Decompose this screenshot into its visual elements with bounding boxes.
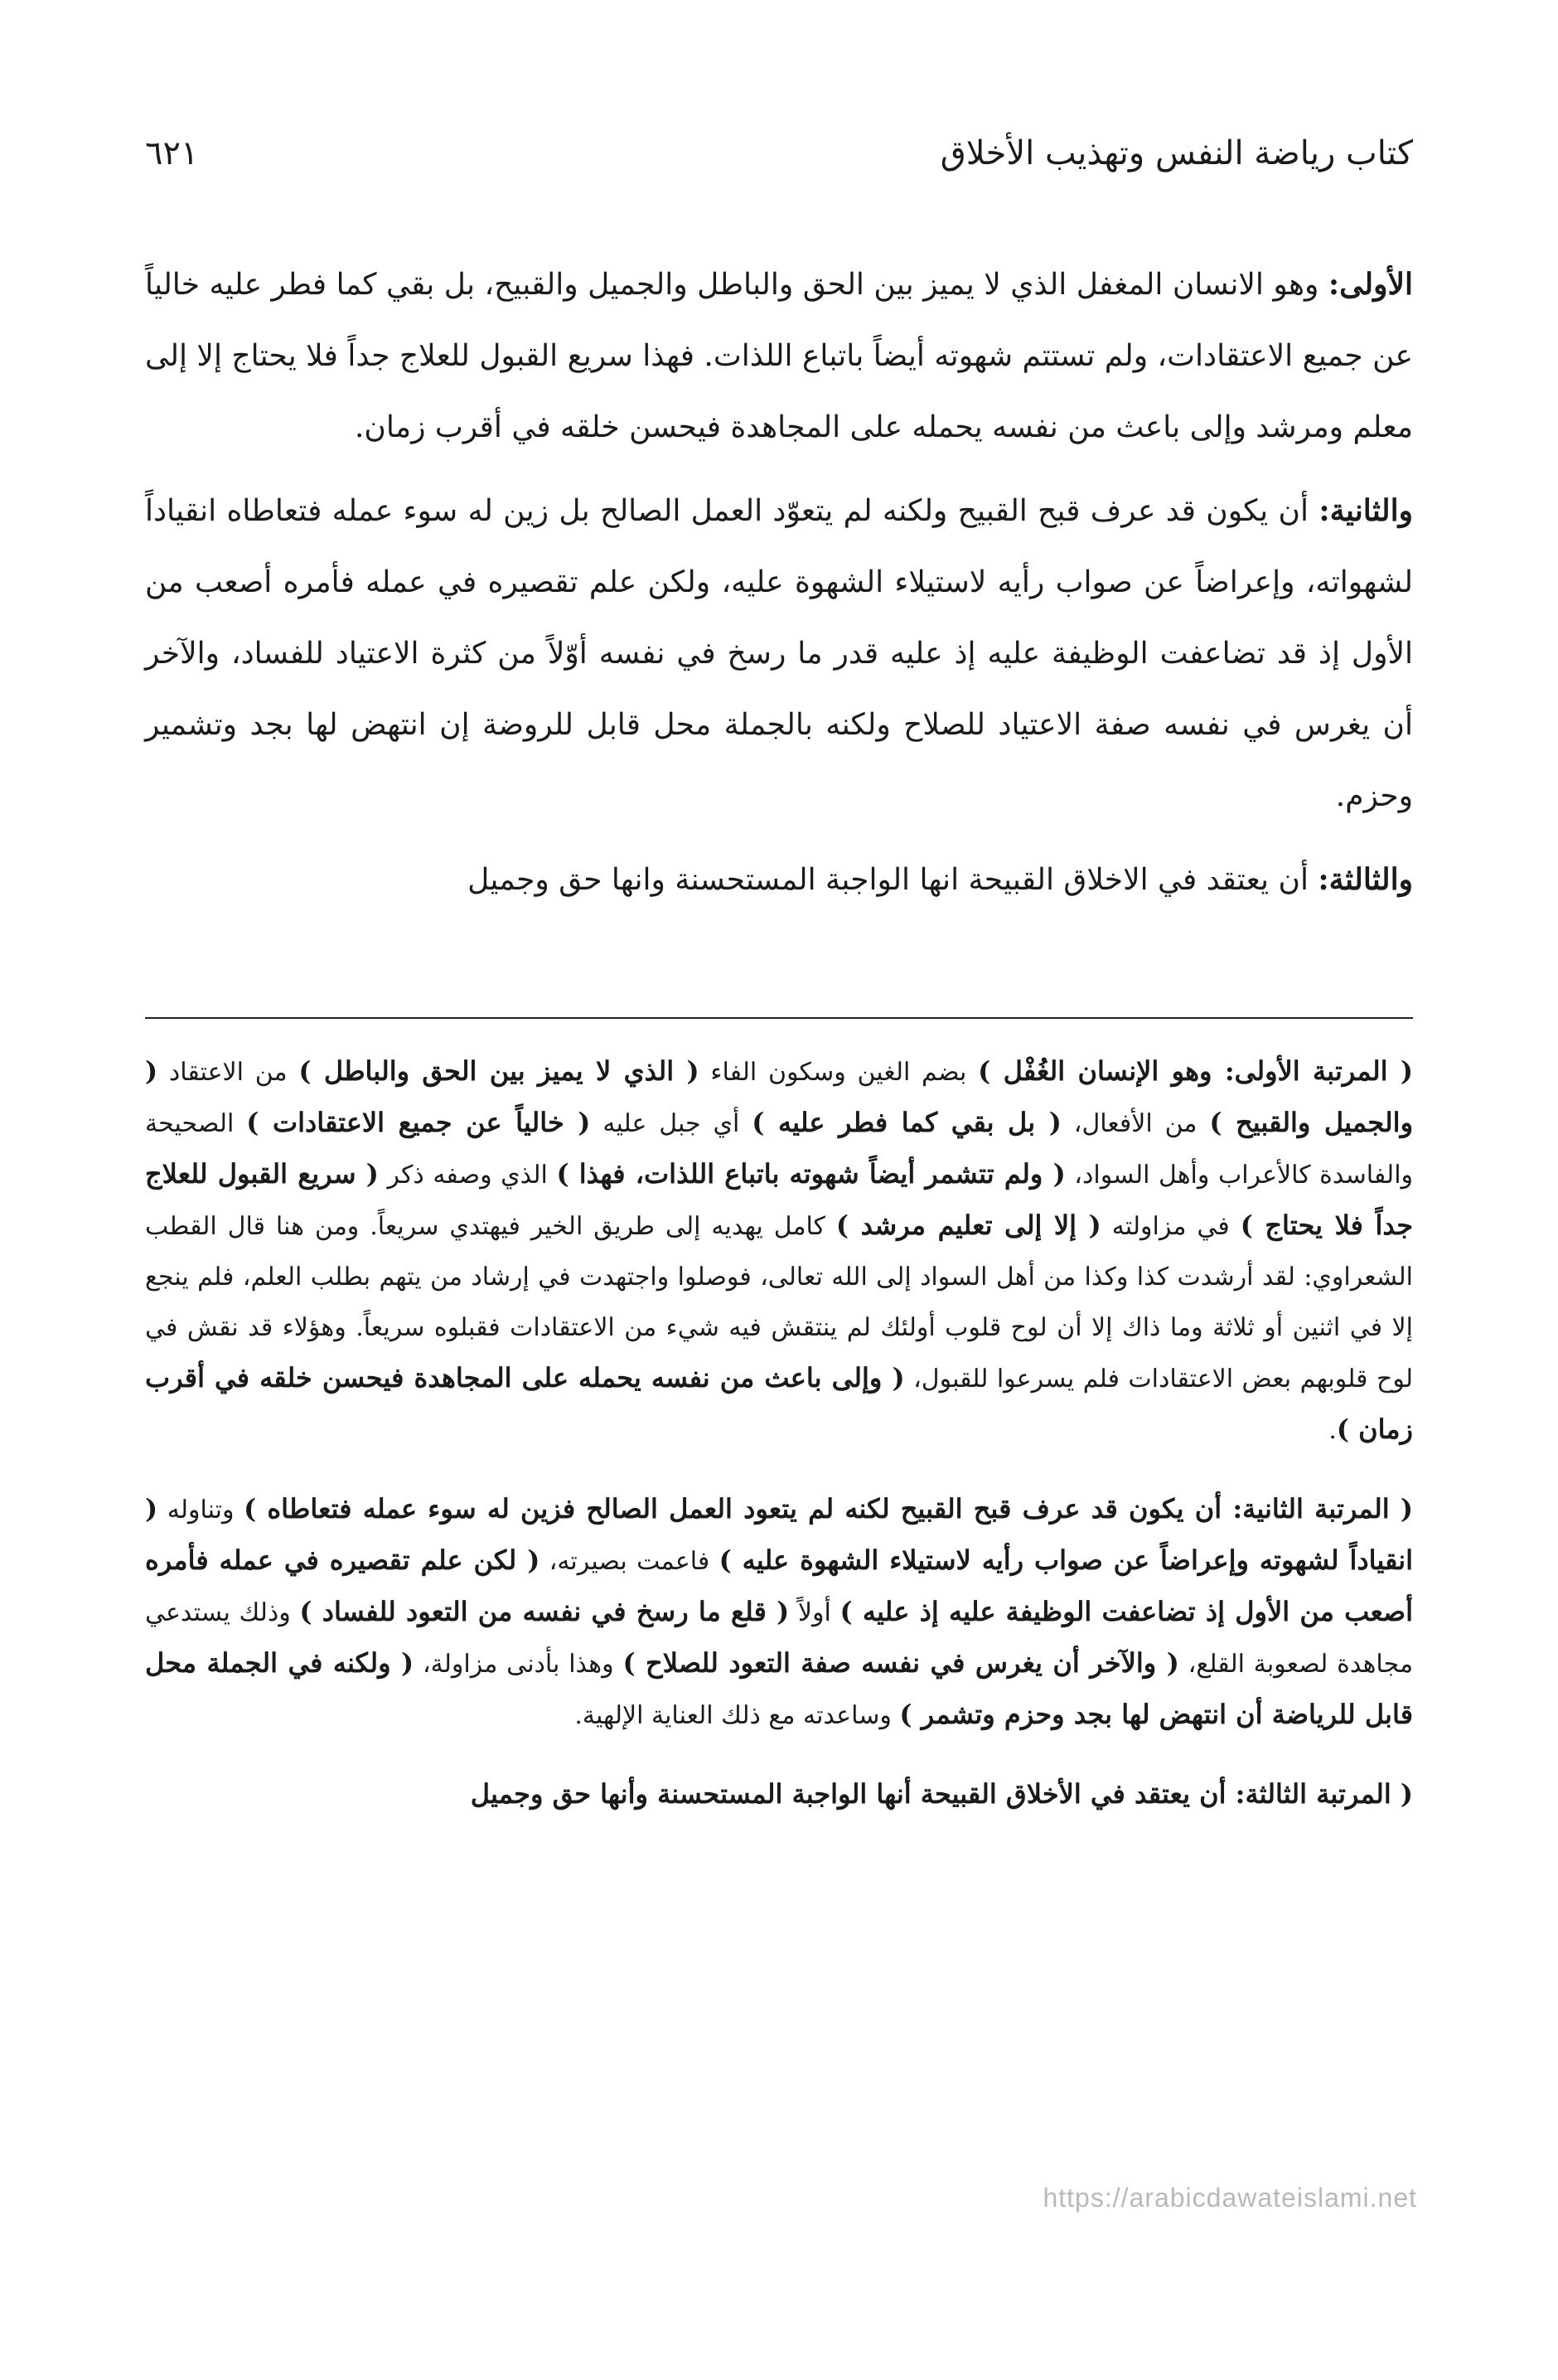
paragraph-text: أن يعتقد في الاخلاق القبيحة انها الواجبة المستحسنة وانها حق وجميل xyxy=(467,863,1318,897)
paragraph-first-level xyxy=(145,249,1413,463)
main-text xyxy=(145,249,1413,928)
quoted-text: ( المرتبة الأولى: وهو الإنسان الغُفْل ) xyxy=(978,1055,1414,1087)
quoted-text: ( انقياداً لشهوته وإعراضاً عن صواب رأيه لاستيلاء الشهوة عليه ) xyxy=(145,1493,1413,1576)
running-header xyxy=(145,124,1413,182)
page-number: ٦٢١ xyxy=(145,134,199,172)
quoted-text: ( والجميل والقبيح ) xyxy=(145,1055,1414,1138)
quoted-text: ( خالياً عن جميع الاعتقادات ) xyxy=(246,1107,591,1138)
explanation-text: وتناوله xyxy=(157,1495,244,1524)
quoted-text: ( ولم تتشمر أيضاً شهوته باتباع اللذات، فهذا ) xyxy=(556,1158,1066,1190)
explanation-text: وساعدته مع ذلك العناية الإلهية. xyxy=(574,1701,900,1730)
explanation-text: فاعمت بصيرته، xyxy=(539,1547,719,1576)
explanation-text: في مزاولته xyxy=(1101,1212,1241,1241)
paragraph-lead: والثالثة: xyxy=(1318,862,1413,897)
commentary-paragraph-second xyxy=(145,1484,1413,1741)
explanation-text: بضم الغين وسكون الفاء xyxy=(699,1058,979,1087)
quoted-text: ( وإلى باعث من نفسه يحمله على المجاهدة فيحسن خلقه في أقرب زمان ) xyxy=(145,1362,1413,1445)
explanation-text: وذلك يستدعي مجاهدة لصعوبة القلع، xyxy=(145,1598,1414,1679)
commentary-paragraph-third xyxy=(145,1769,1413,1820)
paragraph-lead: الأولى: xyxy=(1328,267,1413,302)
quoted-text: ( لكن علم تقصيره في عمله فأمره أصعب من الأول إذ تضاعفت الوظيفة عليه إذ عليه ) xyxy=(145,1544,1413,1627)
quoted-text: ( ولكنه في الجملة محل قابل للرياضة أن انتهض لها بجد وحزم وتشمر ) xyxy=(145,1647,1413,1730)
explanation-text: أي جبل عليه xyxy=(590,1109,752,1138)
paragraph-text: أن يكون قد عرف قبح القبيح ولكنه لم يتعوّد العمل الصالح بل زين له سوء عمله فتعاطاه انقياداً لشهواته، وإعراضاً عن صواب رأيه لاستيلاء الشهوة عليه، ولكن علم تقصيره في عمله فأمره أصعب من الأول إذ قد تضاعفت الوظيفة عليه إذ عليه قدر ما رسخ في نفسه أوّلاً من كثرة الاعتياد للفساد، والآخر أن يغرس في نفسه صفة الاعتياد للصلاح ولكنه بالجملة محل قابل للروضة إن انتهض لها بجد وتشمير وحزم. xyxy=(145,494,1413,813)
explanation-text: . xyxy=(1328,1416,1337,1445)
paragraph-text: وهو الانسان المغفل الذي لا يميز بين الحق والباطل والجميل والقبيح، بل بقي كما فطر عليه خالياً عن جميع الاعتقادات، ولم تستتم شهوته أيضاً باتباع اللذات. فهذا سريع القبول للعلاج جداً فلا يحتاج إلا إلى معلم ومرشد وإلى باعث من نفسه يحمله على المجاهدة فيحسن خلقه في أقرب زمان. xyxy=(145,268,1413,444)
explanation-text: من الأفعال، xyxy=(1061,1109,1210,1138)
explanation-text: الذي وصفه ذكر xyxy=(378,1161,557,1190)
book-title: كتاب رياضة النفس وتهذيب الأخلاق xyxy=(940,134,1413,172)
source-watermark[interactable]: https://arabicdawateislami.net xyxy=(1043,2183,1417,2213)
explanation-text: من الاعتقاد xyxy=(157,1058,299,1087)
quoted-text: ( بل بقي كما فطر عليه ) xyxy=(752,1107,1062,1138)
quoted-text: ( المرتبة الثالثة: أن يعتقد في الأخلاق القبيحة أنها الواجبة المستحسنة وأنها حق وجميل xyxy=(470,1778,1413,1810)
quoted-text: ( المرتبة الثانية: أن يكون قد عرف قبح القبيح لكنه لم يتعود العمل الصالح فزين له سوء عمله فتعاطاه ) xyxy=(244,1493,1413,1524)
explanation-text: أولاً xyxy=(789,1598,840,1627)
paragraph-third-level xyxy=(145,844,1413,916)
quoted-text: ( الذي لا يميز بين الحق والباطل ) xyxy=(298,1055,699,1087)
commentary-text xyxy=(145,1046,1413,1849)
quoted-text: ( قلع ما رسخ في نفسه من التعود للفساد ) xyxy=(299,1596,790,1627)
footnote-divider xyxy=(145,1017,1413,1019)
commentary-paragraph-first xyxy=(145,1046,1413,1456)
explanation-text: كامل يهديه إلى طريق الخير فيهتدي سريعاً. ومن هنا قال القطب الشعراوي: لقد أرشدت كذا وكذا من أهل السواد إلى الله تعالى، فوصلوا واجتهدت في إرشاد من يتهم بطلب العلم، فلم ينجع إلا في اثنين أو ثلاثة وما ذاك إلا أن لوح قلوب أولئك لم ينتقش فيه شيء من الاعتقادات فقبلوه سريعاً. وهؤلاء قد نقش في لوح قلوبهم بعض الاعتقادات فلم يسرعوا للقبول، xyxy=(145,1212,1414,1394)
quoted-text: ( والآخر أن يغرس في نفسه صفة التعود للصلاح ) xyxy=(622,1647,1179,1679)
paragraph-lead: والثانية: xyxy=(1318,493,1413,528)
quoted-text: ( إلا إلى تعليم مرشد ) xyxy=(835,1209,1101,1241)
explanation-text: الصحيحة والفاسدة كالأعراب وأهل السواد، xyxy=(145,1109,1414,1190)
explanation-text: وهذا بأدنى مزاولة، xyxy=(414,1650,623,1679)
paragraph-second-level xyxy=(145,475,1413,832)
quoted-text: ( سريع القبول للعلاج جداً فلا يحتاج ) xyxy=(145,1158,1414,1241)
